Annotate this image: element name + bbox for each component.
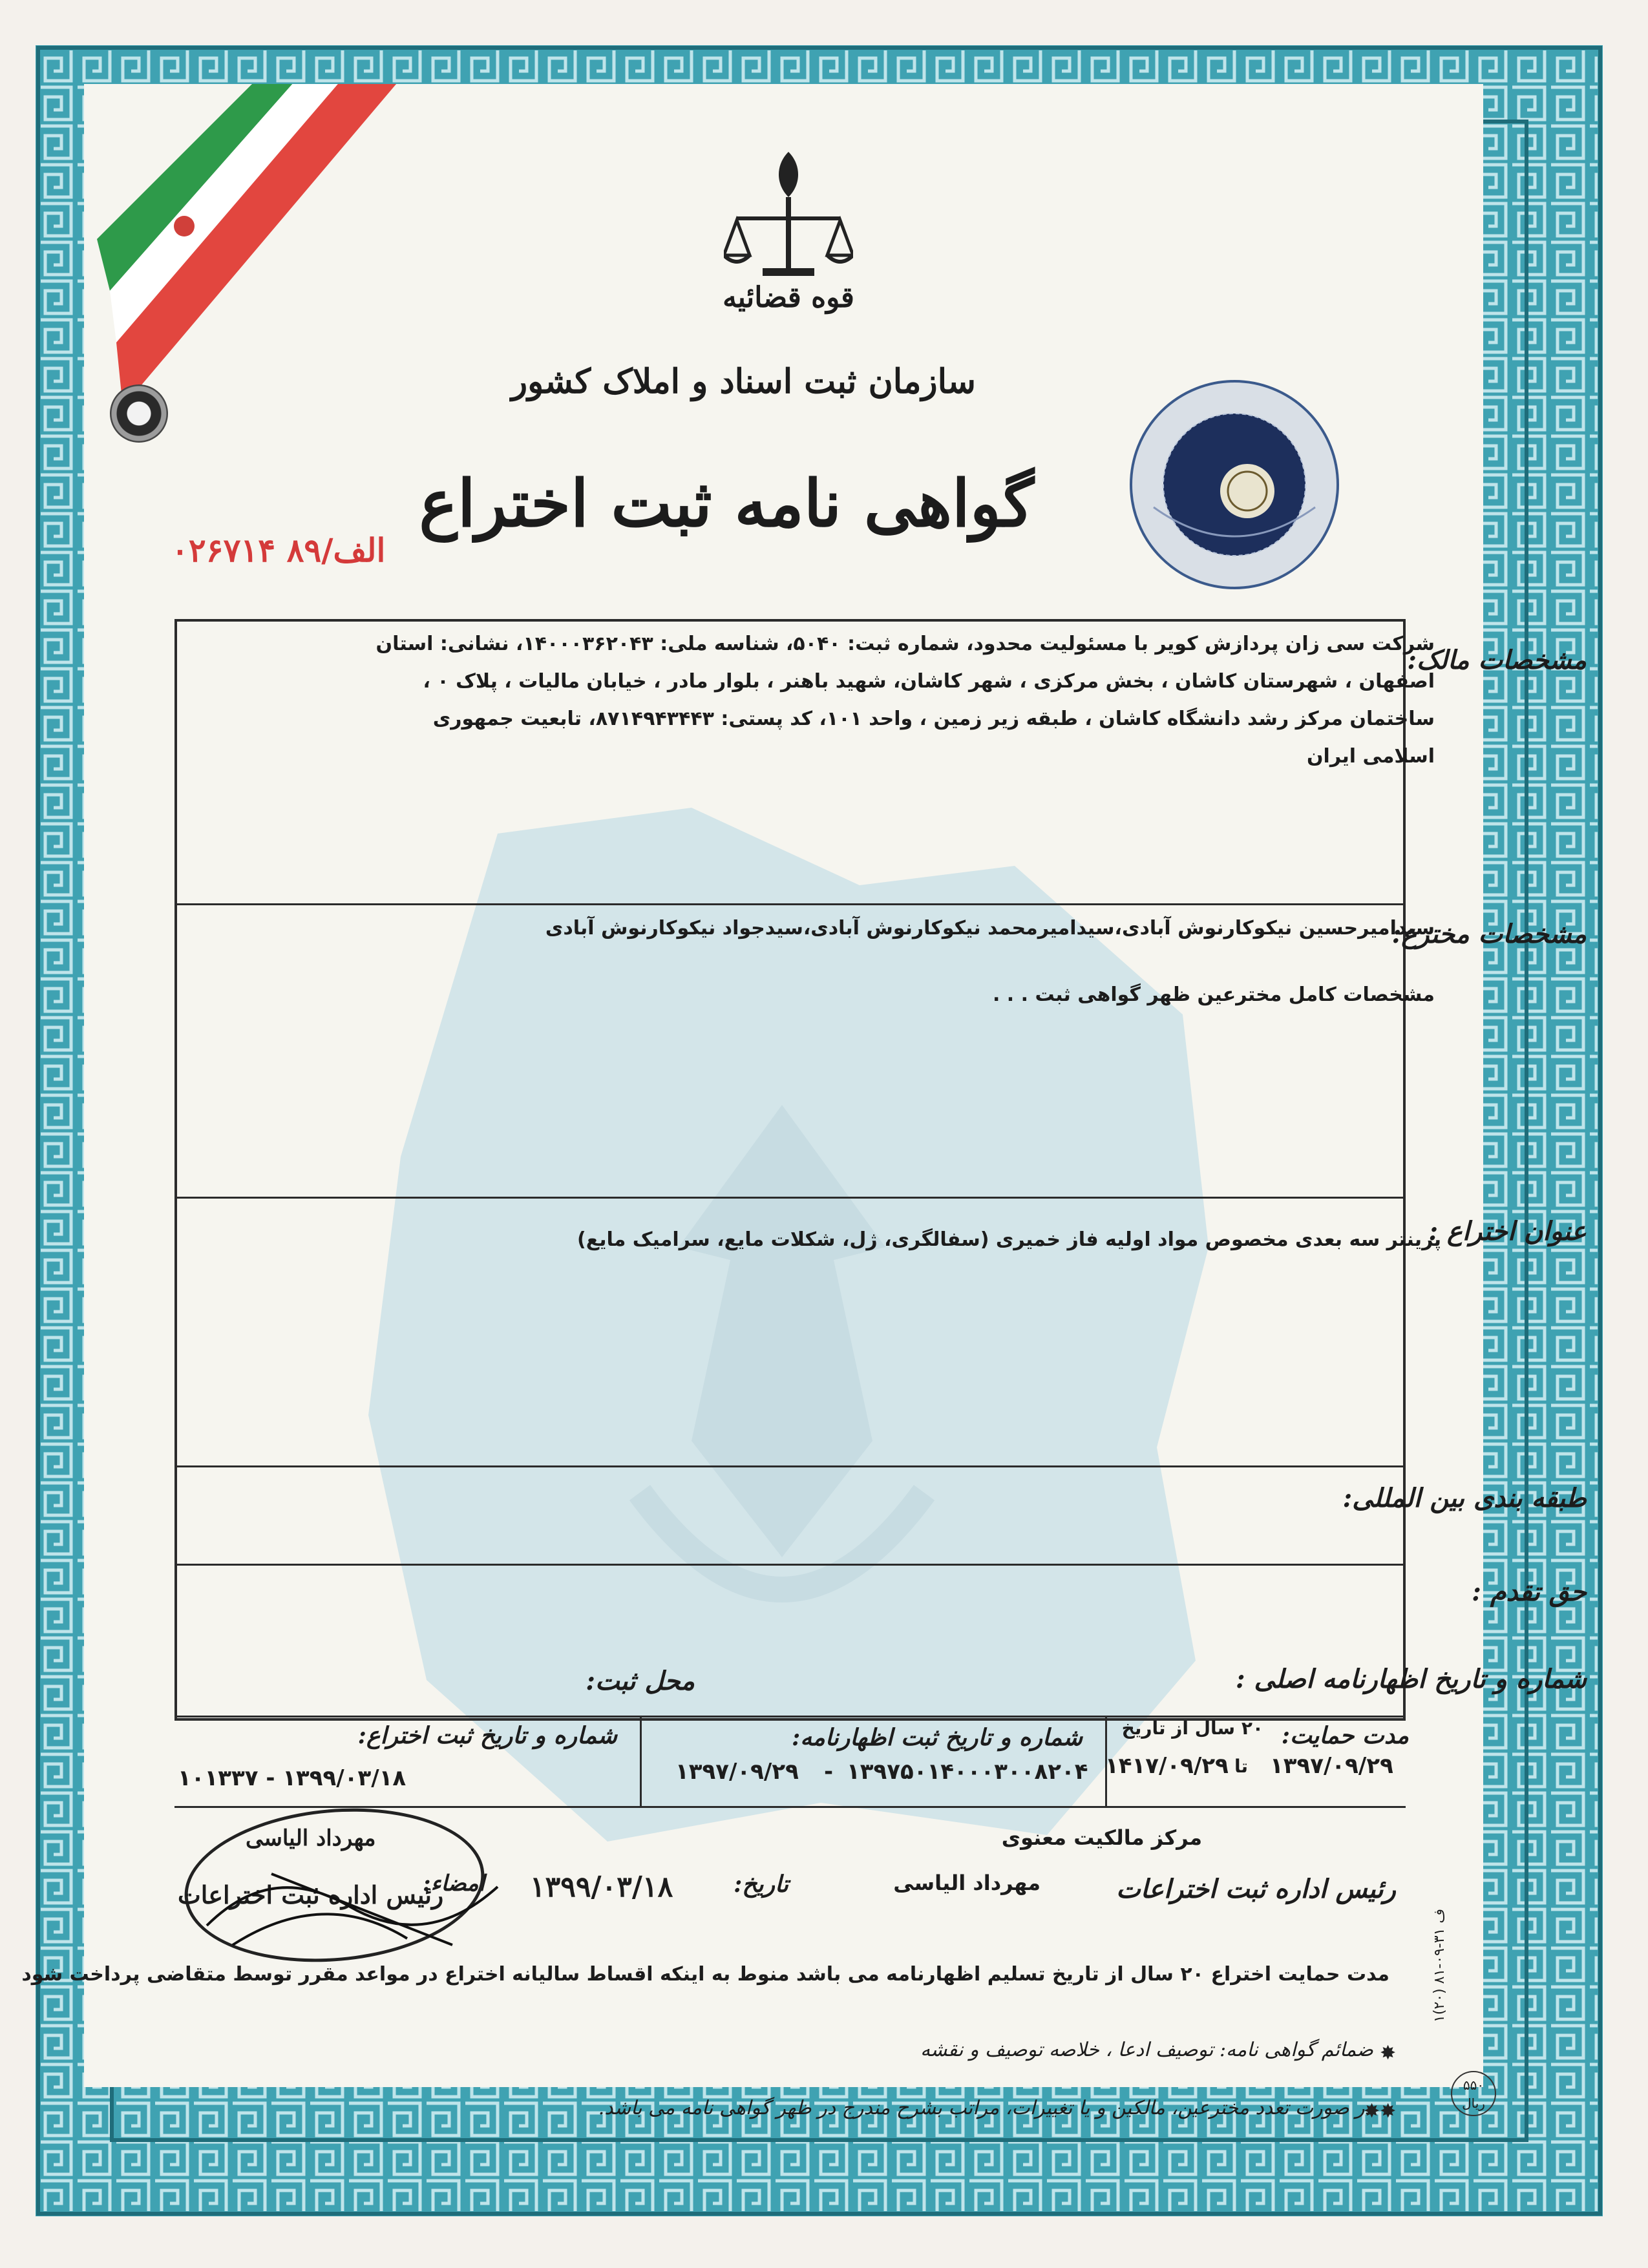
certificate-table: [174, 619, 1406, 1721]
handwritten-signature-icon: [194, 1848, 530, 1958]
stamp-name: مهرداد الیاسی: [246, 1825, 376, 1851]
row-divider: [174, 1197, 1406, 1199]
original-application-label: شماره و تاریخ اظهارنامه اصلی :: [1235, 1664, 1587, 1694]
signature-label: امضاء:: [422, 1871, 485, 1896]
signature-date: ۱۳۹۹/۰۳/۱۸: [530, 1871, 673, 1904]
priority-label: حق تقدم :: [1472, 1577, 1587, 1607]
column-divider: [640, 1716, 642, 1806]
row-divider: [174, 1564, 1406, 1566]
registration-value: ۱۰۱۳۳۷ - ۱۳۹۹/۰۳/۱۸: [178, 1765, 407, 1791]
declaration-date: ۱۳۹۷/۰۹/۲۹: [675, 1759, 799, 1785]
invention-title-label: عنوان اختراع :: [1428, 1216, 1587, 1246]
owner-details: شرکت سی زان پردازش کویر با مسئولیت محدود، شماره ثبت: ۵۰۴۰، شناسه ملی: ۱۴۰۰۰۳۶۲۰۴۳، نشانی: استان اصفهان ، شهرستان کاشان ، بخش مرکزی ، شهر کاشان، شهید باهنر ، بلوار مادر ، خیابان مالیات ، پلاک ۰ ، ساختمان مرکز رشد دانشگاه کاشان ، طبقه زیر زمین ، واحد ۱۰۱، کد پستی: ۸۷۱۴۹۴۳۴۴۳، تابعیت جمهوری اسلامی ایران: [375, 633, 1435, 768]
judiciary-scales-emblem-icon: [724, 145, 853, 288]
date-label: تاریخ:: [734, 1871, 788, 1898]
double-bullet-icon: ✸✸: [1364, 2100, 1397, 2123]
changes-note: در صورت تعدد مخترعین، مالکین و یا تغییرات، مراتب بشرح مندرج در ظهر گواهی نامه می باشد.: [598, 2097, 1373, 2119]
inventor-note: مشخصات کامل مخترعین ظهر گواهی ثبت . . .: [992, 983, 1435, 1006]
protection-label: مدت حمایت:: [1281, 1722, 1409, 1749]
page-title: گواهی نامه ثبت اختراع: [419, 465, 1034, 541]
judiciary-heading: قوه قضائیه: [723, 281, 854, 314]
invention-title: پرینتر سه بعدی مخصوص مواد اولیه فاز خمیری (سفالگری، ژل، شکلات مایع، سرامیک مایع): [577, 1228, 1441, 1251]
registration-label: شماره و تاریخ ثبت اختراع:: [357, 1722, 617, 1749]
grommet-icon: [110, 384, 168, 443]
signer-name: مهرداد الیاسی: [893, 1871, 1041, 1895]
declaration-label: شماره و تاریخ ثبت اظهارنامه:: [791, 1724, 1083, 1751]
protection-notice: مدت حمایت اختراع ۲۰ سال از تاریخ تسلیم اظهارنامه می باشد منوط به اینکه اقساط سالیانه اختراع در مواعد مقرر توسط متقاضی پرداخت شود: [21, 1963, 1389, 1986]
owner-label: مشخصات مالک:: [1407, 645, 1587, 675]
row-divider: [174, 1465, 1406, 1467]
center-title: مرکز مالکیت معنوی: [1001, 1825, 1202, 1850]
protection-to-word: تا: [1234, 1756, 1249, 1777]
row-divider: [174, 903, 1406, 905]
declaration-number: ۱۳۹۷۵۰۱۴۰۰۰۳۰۰۸۲۰۴: [847, 1759, 1088, 1785]
row-divider: [174, 1806, 1406, 1808]
protection-to-date: ۱۴۱۷/۰۹/۲۹: [1105, 1753, 1229, 1779]
international-class-label: طبقه بندی بین المللی:: [1342, 1483, 1587, 1513]
price-badge: ۵۵۰ ریال: [1451, 2071, 1496, 2116]
registration-seal-icon: [1128, 378, 1341, 591]
protection-from-date: ۱۳۹۷/۰۹/۲۹: [1270, 1753, 1393, 1779]
iran-flag-ribbon-icon: [84, 84, 407, 433]
declaration-separator: -: [824, 1759, 834, 1785]
attachments-note: ضمائم گواهی نامه: توصیف ادعا ، خلاصه توصیف و نقشه: [920, 2039, 1373, 2061]
form-code: ۱(۲۰) ف ۳۱-۰۹-۸۱: [1431, 1908, 1448, 2022]
registration-place-label: محل ثبت:: [586, 1666, 695, 1696]
serial-number: الف/۸۹ ۰۲۶۷۱۴: [171, 531, 386, 569]
protection-years: ۲۰ سال از تاریخ: [1121, 1717, 1263, 1739]
inventor-label: مشخصات مخترع:: [1391, 919, 1587, 949]
bullet-icon: ✸: [1380, 2042, 1397, 2064]
organization-heading: سازمان ثبت اسناد و املاک کشور: [511, 362, 976, 401]
stamp-title: رئیس اداره ثبت اختراعات: [178, 1880, 444, 1909]
department-head-title: رئیس اداره ثبت اختراعات: [1116, 1874, 1396, 1904]
inventor-names: سیدامیرحسین نیکوکارنوش آبادی،سیدامیرمحمد نیکوکارنوش آبادی،سیدجواد نیکوکارنوش آبادی: [545, 917, 1435, 940]
